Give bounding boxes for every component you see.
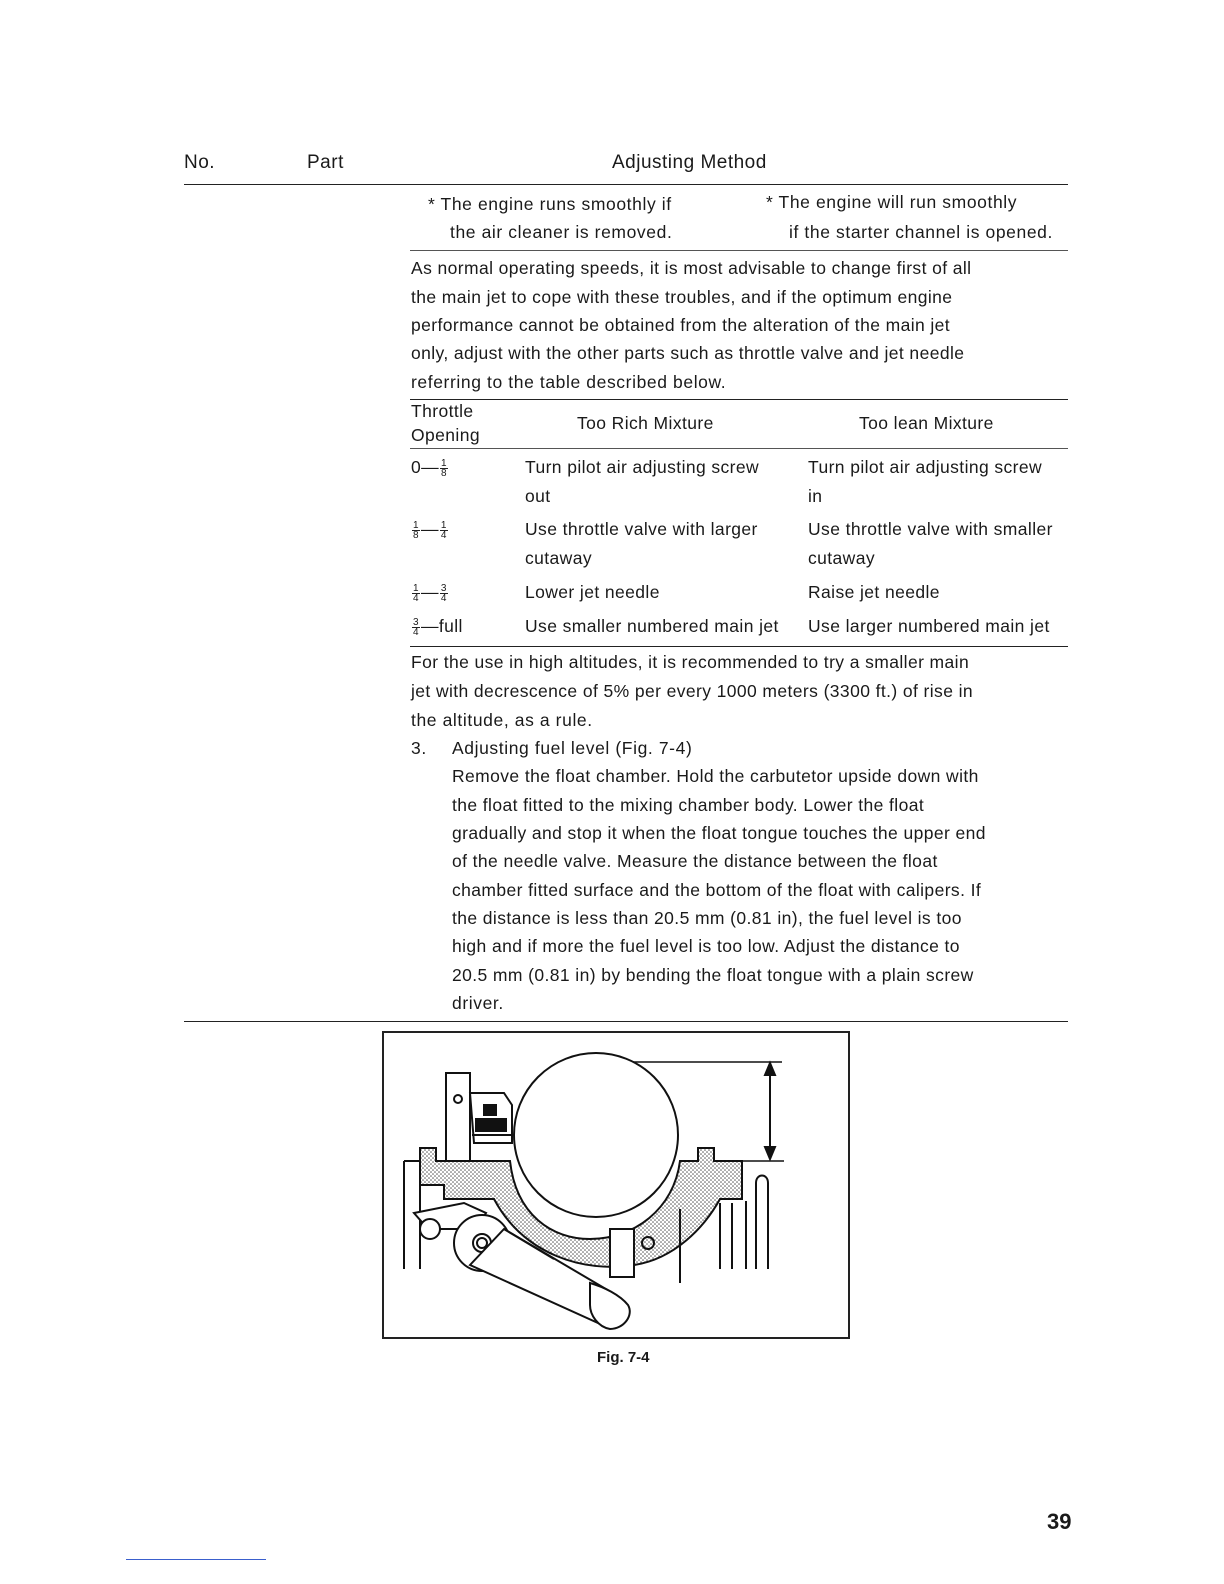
step3-line: high and if more the fuel level is too low. Adjust the distance to <box>452 936 960 956</box>
opening-dash: — <box>420 616 439 636</box>
note-right-line1: * The engine will run smoothly <box>766 192 1018 212</box>
th-throttle-1: Throttle <box>411 401 474 421</box>
figure-caption: Fig. 7-4 <box>597 1349 650 1366</box>
th-too-rich: Too Rich Mixture <box>577 413 714 433</box>
section-end-rule <box>184 1021 1068 1022</box>
fraction-num: 3 <box>413 616 419 628</box>
table-cell-rich: Use throttle valve with larger <box>525 519 758 539</box>
para2-line: For the use in high altitudes, it is recommended to try a smaller main <box>411 652 970 672</box>
para1-line: As normal operating speeds, it is most advisable to change first of all <box>411 258 972 278</box>
fraction-den: 4 <box>440 592 447 604</box>
opening-dash: — <box>420 519 439 539</box>
notes-rule <box>410 250 1068 251</box>
table-cell-lean: Use larger numbered main jet <box>808 616 1050 636</box>
note-right-line2: if the starter channel is opened. <box>789 222 1053 242</box>
opening-end: full <box>438 616 463 636</box>
header-no: No. <box>184 152 216 173</box>
table-row-opening <box>411 515 449 544</box>
figure-frame <box>382 1031 850 1339</box>
table-head-rule <box>410 448 1068 449</box>
page-number: 39 <box>1047 1509 1072 1534</box>
para1-line: referring to the table described below. <box>411 372 727 392</box>
para1-line: only, adjust with the other parts such as throttle valve and jet needle <box>411 343 965 363</box>
table-cell-lean: Use throttle valve with smaller <box>808 519 1053 539</box>
th-throttle-2: Opening <box>411 425 480 445</box>
fraction <box>440 521 448 540</box>
header-rule <box>184 184 1068 185</box>
table-row-opening <box>411 578 449 607</box>
step3-number: 3. <box>411 738 427 758</box>
note-left-line1: * The engine runs smoothly if <box>428 194 672 214</box>
table-row-opening <box>411 453 449 482</box>
step3-title: Adjusting fuel level (Fig. 7-4) <box>452 738 693 758</box>
step3-line: the distance is less than 20.5 mm (0.81 in), the fuel level is too <box>452 908 962 928</box>
table-cell-rich-cont: cutaway <box>525 548 592 568</box>
opening-dash: — <box>420 582 439 602</box>
fraction <box>440 584 448 603</box>
table-cell-rich: Turn pilot air adjusting screw <box>525 457 760 477</box>
fraction <box>412 618 420 637</box>
table-row-opening <box>411 612 463 641</box>
fraction-den: 4 <box>440 529 447 541</box>
fraction <box>412 521 420 540</box>
carburetor-float-diagram <box>384 1033 848 1337</box>
para2-line: jet with decrescence of 5% per every 1000 meters (3300 ft.) of rise in <box>411 681 974 701</box>
fraction-den: 8 <box>441 467 448 479</box>
table-cell-lean: Raise jet needle <box>808 582 940 602</box>
fraction-den: 4 <box>413 592 419 604</box>
fraction-num: 1 <box>441 457 448 469</box>
para1-line: performance cannot be obtained from the alteration of the main jet <box>411 315 951 335</box>
table-cell-lean: Turn pilot air adjusting screw <box>808 457 1043 477</box>
step3-line: 20.5 mm (0.81 in) by bending the float tongue with a plain screw <box>452 965 974 985</box>
table-cell-rich-cont: out <box>525 486 551 506</box>
table-cell-rich: Lower jet needle <box>525 582 660 602</box>
fraction-num: 1 <box>440 519 447 531</box>
header-method: Adjusting Method <box>612 152 767 173</box>
table-cell-lean-cont: cutaway <box>808 548 875 568</box>
step3-line: Remove the float chamber. Hold the carbutetor upside down with <box>452 766 979 786</box>
para2-line: the altitude, as a rule. <box>411 710 593 730</box>
fraction-num: 1 <box>413 582 419 594</box>
th-too-lean: Too lean Mixture <box>859 413 994 433</box>
fraction-den: 8 <box>413 529 419 541</box>
fraction-den: 4 <box>413 626 419 638</box>
step3-line: the float fitted to the mixing chamber body. Lower the float <box>452 795 925 815</box>
fraction <box>412 584 420 603</box>
fraction <box>440 459 448 478</box>
step3-line: of the needle valve. Measure the distance between the float <box>452 851 938 871</box>
table-top-rule <box>410 399 1068 400</box>
step3-line: gradually and stop it when the float tongue touches the upper end <box>452 823 986 843</box>
fraction-num: 1 <box>413 519 419 531</box>
table-cell-rich: Use smaller numbered main jet <box>525 616 779 636</box>
fraction-num: 3 <box>440 582 447 594</box>
header-part: Part <box>307 152 344 173</box>
step3-line: driver. <box>452 993 504 1013</box>
step3-line: chamber fitted surface and the bottom of the float with calipers. If <box>452 880 982 900</box>
para1-line: the main jet to cope with these troubles, and if the optimum engine <box>411 287 953 307</box>
note-left-line2: the air cleaner is removed. <box>450 222 673 242</box>
table-bottom-rule <box>410 646 1068 647</box>
opening-start: 0 <box>411 457 422 477</box>
table-cell-lean-cont: in <box>808 486 823 506</box>
scan-artifact-line <box>126 1559 266 1560</box>
opening-dash: — <box>421 457 440 477</box>
